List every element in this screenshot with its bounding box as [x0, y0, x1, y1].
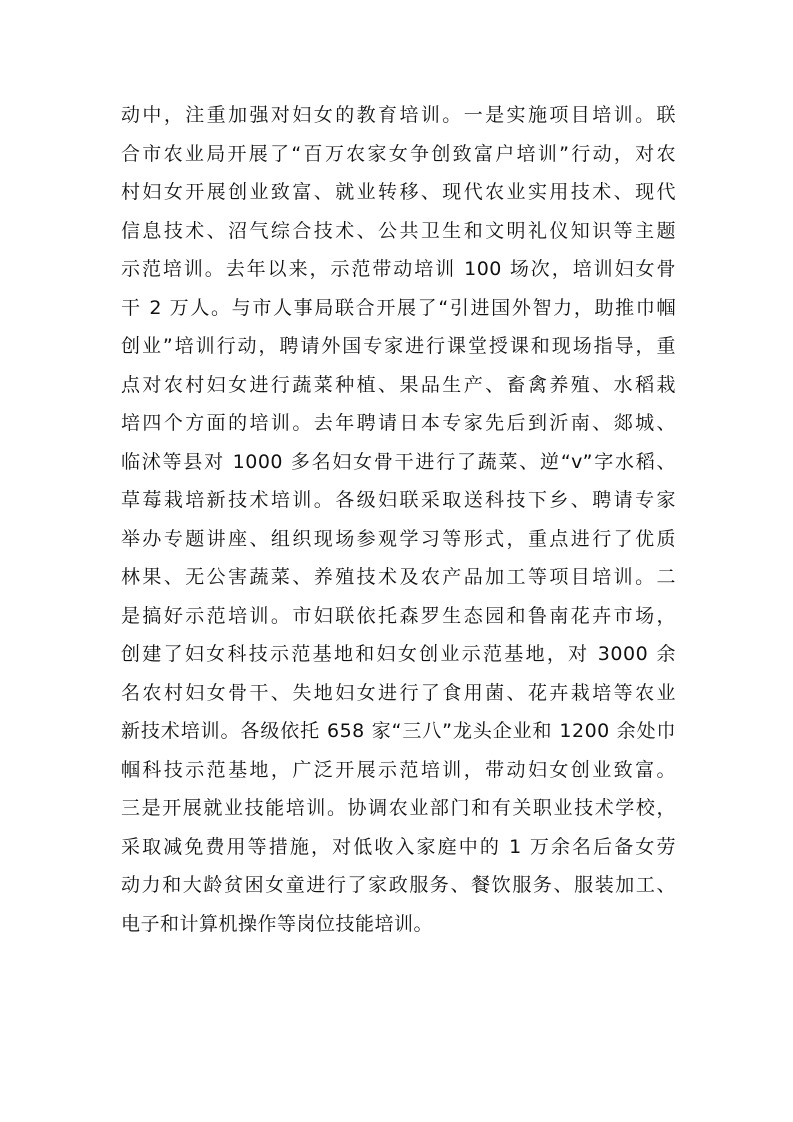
text-line: 培四个方面的培训。去年聘请日本专家先后到沂南、郯城、 — [121, 412, 676, 434]
text-line: 电子和计算机操作等岗位技能培训。 — [121, 912, 434, 935]
text-line: 是搞好示范培训。市妇联依托森罗生态园和鲁南花卉市场， — [121, 604, 676, 627]
text-line: 三是开展就业技能培训。协调农业部门和有关职业技术学校， — [121, 797, 676, 819]
body-paragraph — [121, 96, 676, 943]
text-line: 信息技术、沼气综合技术、公共卫生和文明礼仪知识等主题 — [121, 219, 676, 242]
text-line: 示范培训。去年以来，示范带动培训 100 场次，培训妇女骨 — [121, 258, 676, 280]
text-line: 临沭等县对 1000 多名妇女骨干进行了蔬菜、逆“v”字水稻、 — [121, 450, 676, 473]
text-line: 采取减免费用等措施，对低收入家庭中的 1 万余名后备女劳 — [121, 835, 676, 858]
text-line: 点对农村妇女进行蔬菜种植、果品生产、畜禽养殖、水稻栽 — [121, 373, 676, 396]
text-line: 名农村妇女骨干、失地妇女进行了食用菌、花卉栽培等农业 — [121, 681, 676, 704]
text-line: 动中，注重加强对妇女的教育培训。一是实施项目培训。联 — [121, 104, 676, 126]
text-line: 帼科技示范基地，广泛开展示范培训，带动妇女创业致富。 — [121, 758, 676, 781]
text-line: 村妇女开展创业致富、就业转移、现代农业实用技术、现代 — [121, 181, 676, 203]
text-line: 创建了妇女科技示范基地和妇女创业示范基地，对 3000 余 — [121, 643, 676, 665]
text-line: 动力和大龄贫困女童进行了家政服务、餐饮服务、服装加工、 — [121, 874, 676, 896]
text-line: 林果、无公害蔬菜、养殖技术及农产品加工等项目培训。二 — [121, 566, 676, 588]
text-line: 合市农业局开展了“百万农家女争创致富户培训”行动，对农 — [121, 142, 676, 165]
text-line: 草莓栽培新技术培训。各级妇联采取送科技下乡、聘请专家 — [121, 489, 676, 511]
text-line: 干 2 万人。与市人事局联合开展了“引进国外智力，助推巾帼 — [121, 296, 676, 319]
text-line: 举办专题讲座、组织现场参观学习等形式，重点进行了优质 — [121, 527, 676, 550]
text-line: 新技术培训。各级依托 658 家“三八”龙头企业和 1200 余处巾 — [121, 720, 676, 742]
text-line: 创业”培训行动，聘请外国专家进行课堂授课和现场指导，重 — [121, 335, 676, 357]
